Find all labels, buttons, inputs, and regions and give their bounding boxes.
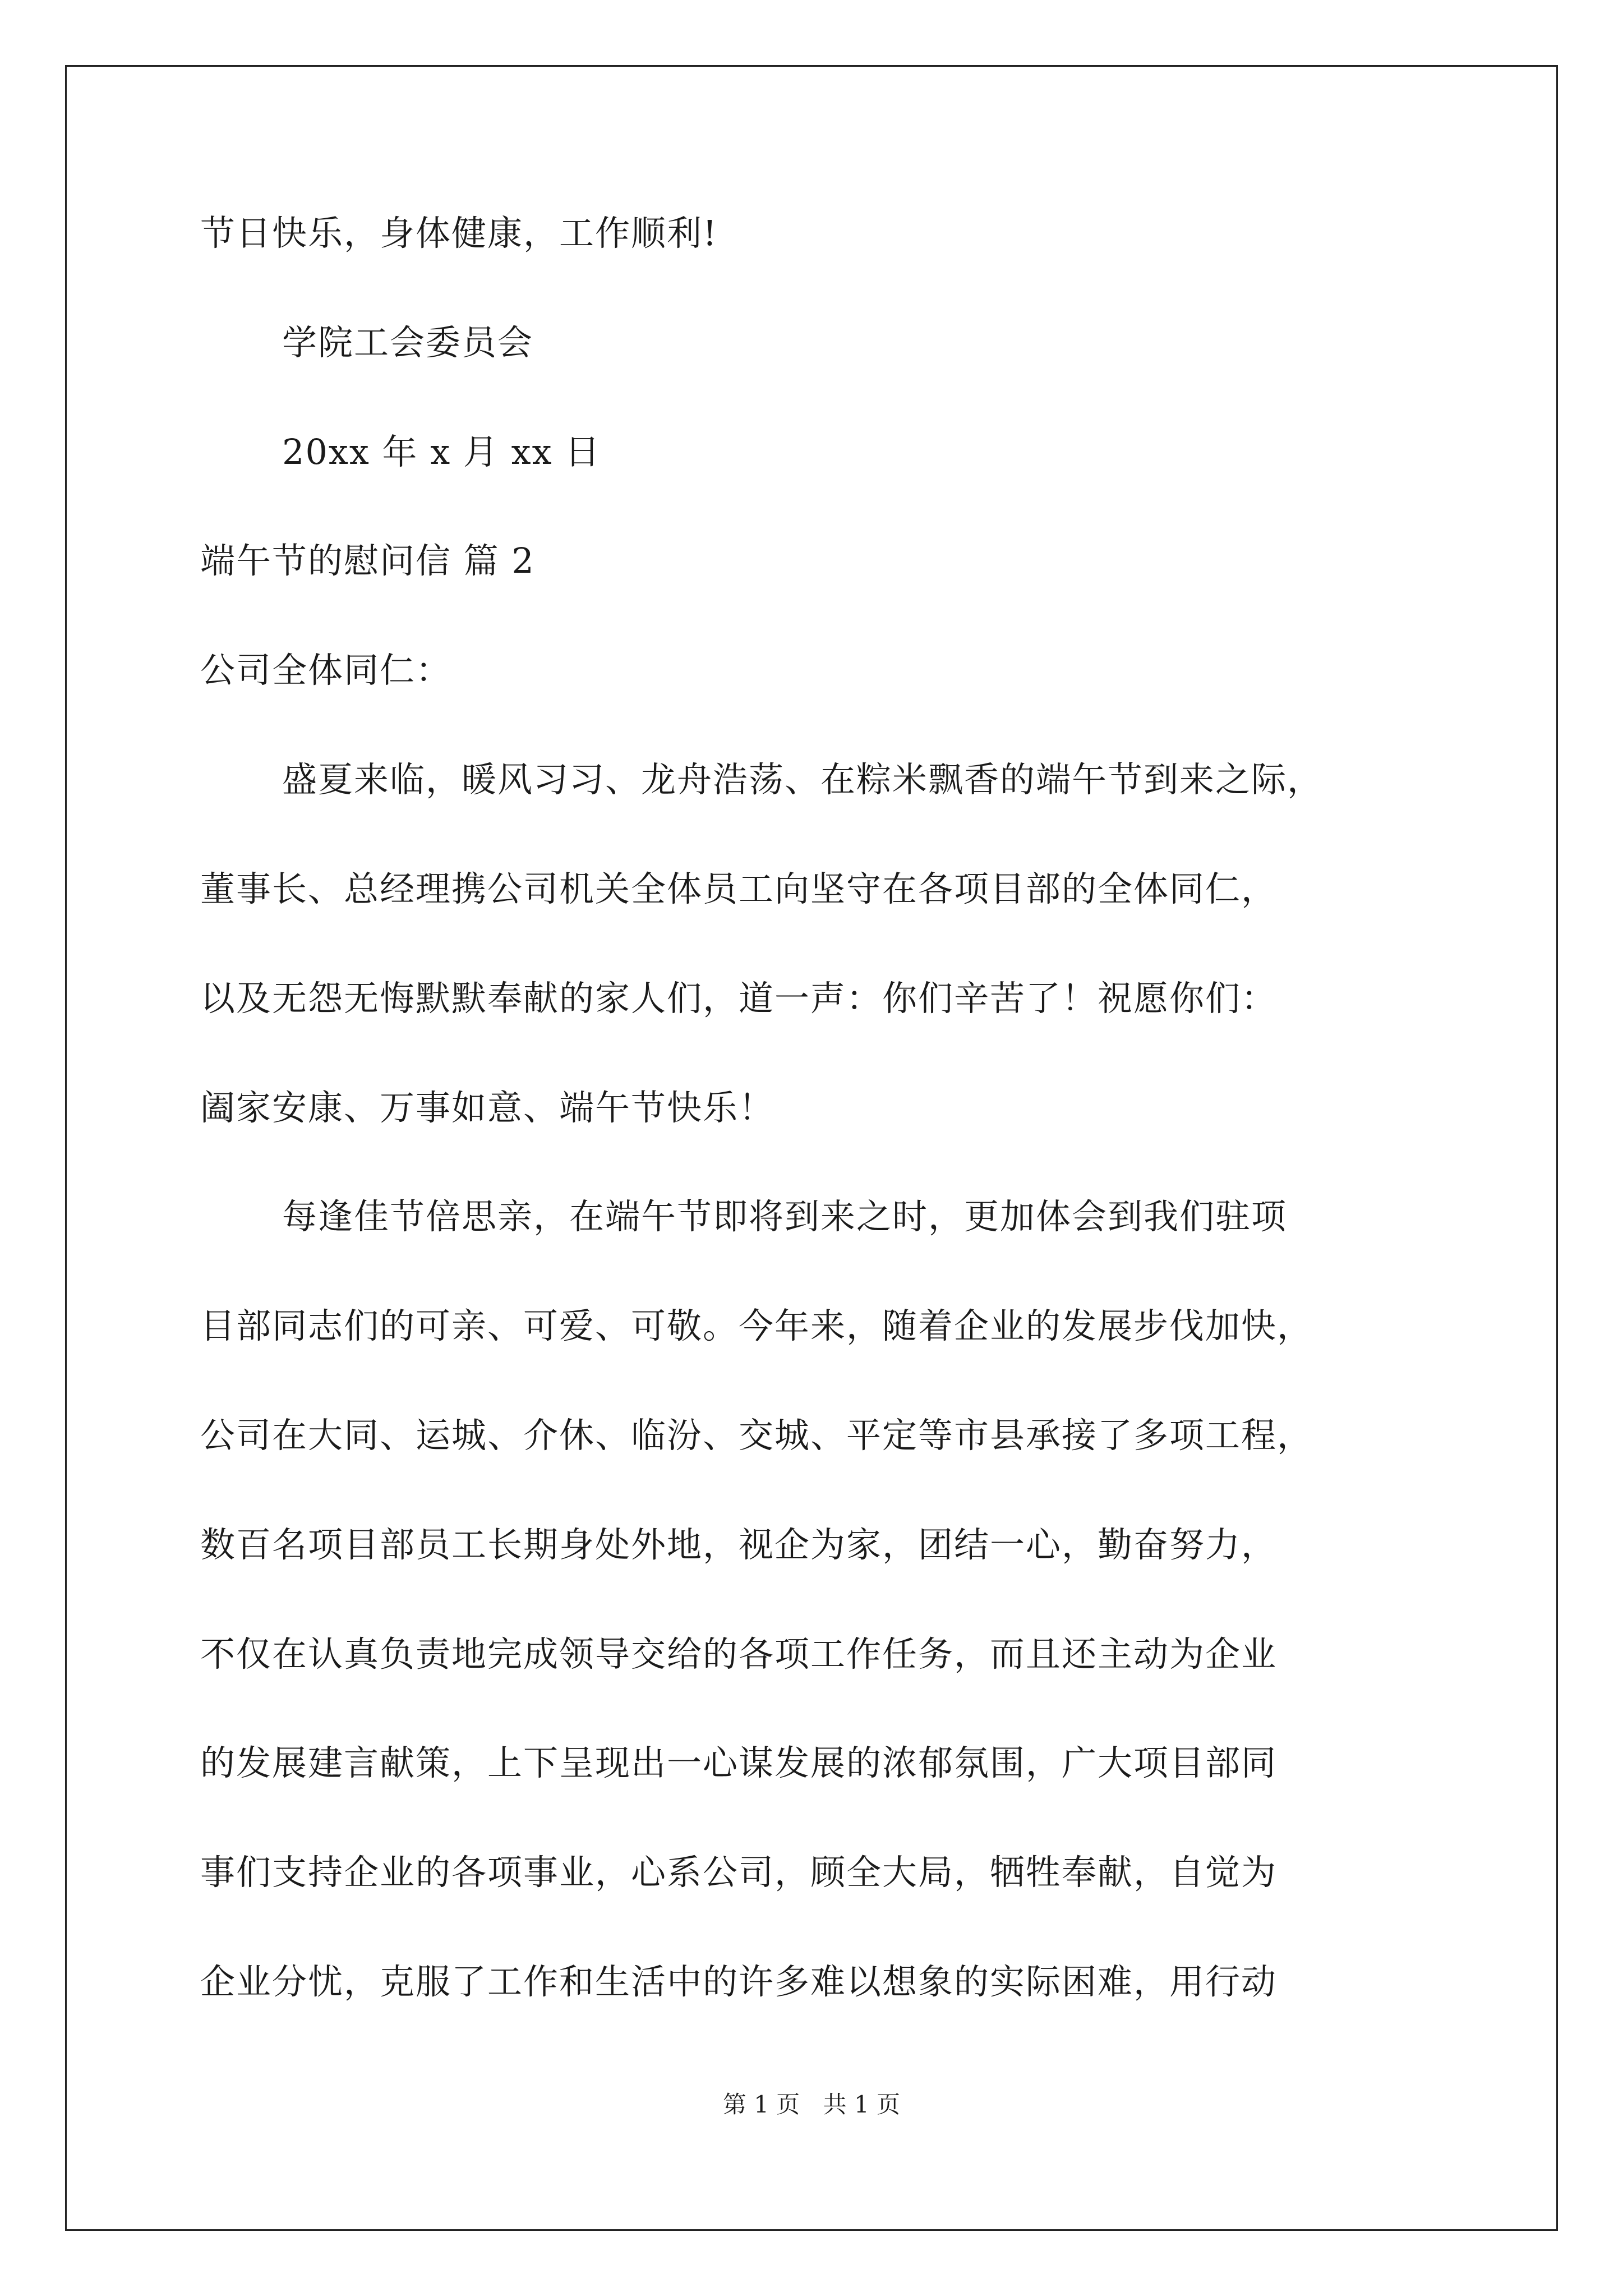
text-line-17: 企业分忧，克服了工作和生活中的许多难以想象的实际困难，用行动 bbox=[200, 1961, 1278, 2002]
text-line-12: 公司在大同、运城、介休、临汾、交城、平定等市县承接了多项工程， bbox=[200, 1415, 1313, 1456]
text-line-10: 每逢佳节倍思亲，在端午节即将到来之时，更加体会到我们驻项 bbox=[282, 1196, 1288, 1237]
text-line-8: 以及无怨无悔默默奉献的家人们，道一声：你们辛苦了！祝愿你们： bbox=[200, 978, 1278, 1019]
text-line-13: 数百名项目部员工长期身处外地，视企为家，团结一心，勤奋努力， bbox=[200, 1524, 1278, 1565]
text-line-6: 盛夏来临，暖风习习、龙舟浩荡、在粽米飘香的端午节到来之际， bbox=[282, 759, 1324, 800]
text-line-15: 的发展建言献策，上下呈现出一心谋发展的浓郁氛围，广大项目部同 bbox=[200, 1742, 1278, 1783]
text-line-11: 目部同志们的可亲、可爱、可敬。今年来，随着企业的发展步伐加快， bbox=[200, 1305, 1313, 1346]
text-line-3: 20xx 年 x 月 xx 日 bbox=[282, 431, 601, 472]
text-line-14: 不仅在认真负责地完成领导交给的各项工作任务，而且还主动为企业 bbox=[200, 1634, 1278, 1674]
text-line-5: 公司全体同仁： bbox=[200, 650, 452, 691]
text-line-9: 阖家安康、万事如意、端午节快乐！ bbox=[200, 1087, 775, 1128]
page-border bbox=[65, 65, 1558, 2231]
text-line-2: 学院工会委员会 bbox=[282, 322, 534, 363]
page-footer bbox=[0, 2088, 1623, 2122]
text-line-16: 事们支持企业的各项事业，心系公司，顾全大局，牺牲奉献，自觉为 bbox=[200, 1852, 1278, 1893]
text-line-7: 董事长、总经理携公司机关全体员工向坚守在各项目部的全体同仁， bbox=[200, 868, 1278, 909]
text-line-1: 节日快乐，身体健康，工作顺利! bbox=[200, 213, 718, 254]
page-total: 共 1 页 bbox=[823, 2091, 901, 2118]
page-number: 第 1 页 bbox=[722, 2091, 800, 2118]
text-line-4: 端午节的慰问信 篇 2 bbox=[200, 540, 535, 581]
